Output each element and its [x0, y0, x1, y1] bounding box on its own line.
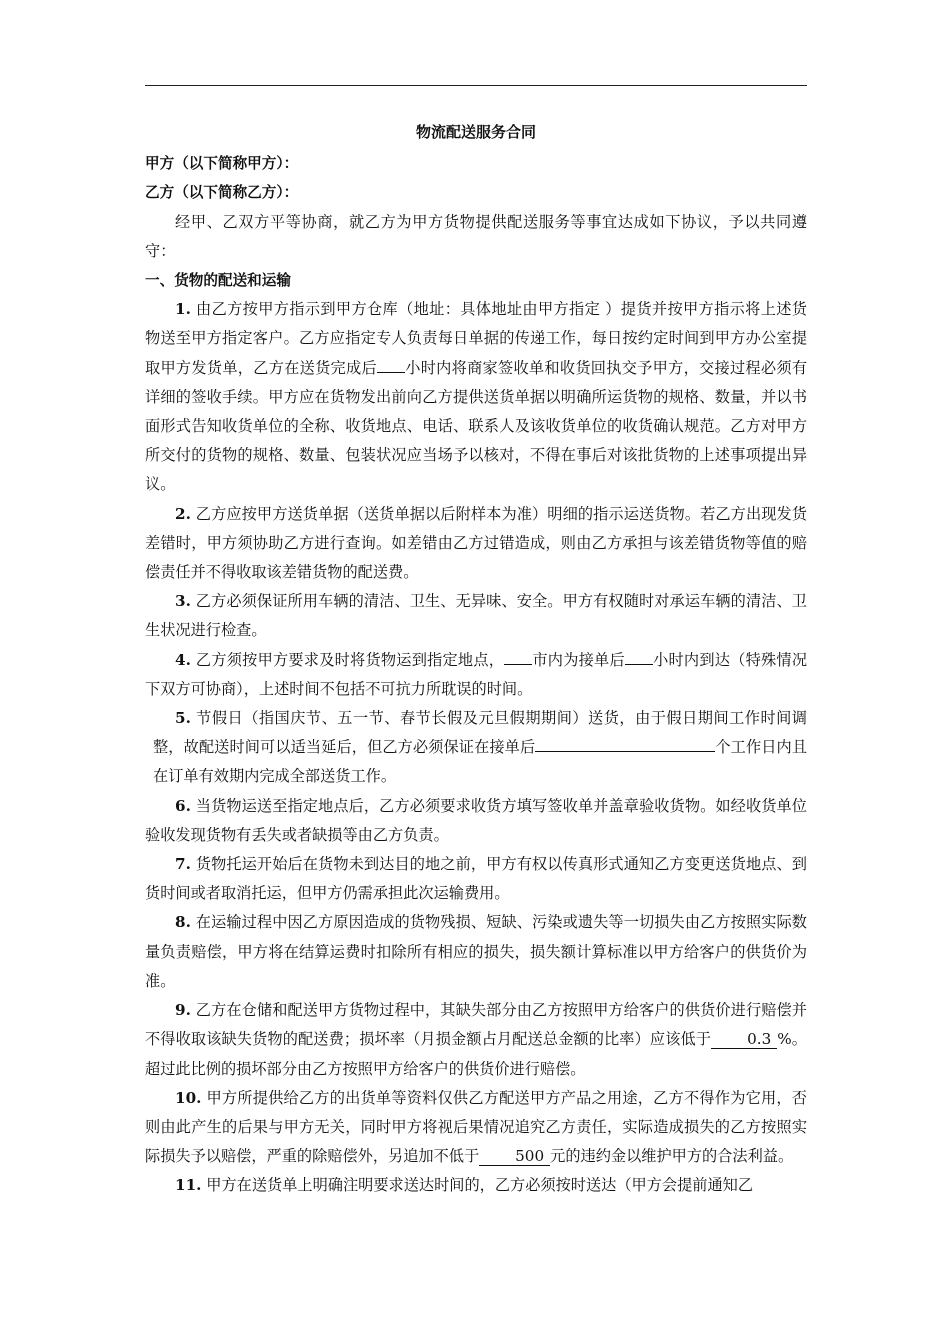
clause-text: 甲方在送货单上明确注明要求送达时间的，乙方必须按时送达（甲方会提前通知乙	[201, 1176, 754, 1195]
clause-8	[145, 908, 807, 996]
clause-number: 8.	[175, 913, 191, 932]
party-b-line: 乙方（以下简称乙方）：	[145, 184, 299, 202]
clause-text: 当货物运送至指定地点后，乙方必须要求收货方填写签收单并盖章验收货物。如经收货单位验收发现货物有丢失或者缺损等由乙方负责。	[145, 796, 807, 844]
clause-text: 甲方所提供给乙方的出货单等资料仅供乙方配送甲方产品之用途，乙方不得作为它用，否则由此产生的后果与甲方无关，同时甲方将视后果情况追究乙方责任，实际造成损失的乙方按照实际损失予以赔偿，严重的除赔偿外，另追加不低于	[145, 1088, 807, 1166]
clause-9	[145, 996, 807, 1084]
clause-number: 3.	[175, 592, 191, 611]
clause-number: 2.	[175, 504, 191, 523]
party-a-line: 甲方（以下简称甲方）：	[145, 155, 299, 173]
clause-1	[145, 295, 807, 499]
clause-number: 6.	[175, 796, 191, 815]
clause-number: 10.	[175, 1088, 202, 1107]
blank-field	[625, 647, 653, 665]
clause-text: 个工作日内且在订单有效期内完成全部送货工作。	[153, 738, 808, 786]
clause-5	[145, 704, 807, 792]
document-title: 物流配送服务合同	[415, 123, 536, 141]
filled-value: 500	[479, 1148, 550, 1166]
clause-text: 在运输过程中因乙方原因造成的货物残损、短缺、污染或遗失等一切损失由乙方按照实际数量负责赔偿，甲方将在结算运费时扣除所有相应的损失，损失额计算标准以甲方给客户的供货价为准。	[145, 913, 807, 990]
clause-number: 4.	[175, 650, 191, 669]
clause-10	[145, 1084, 807, 1172]
clause-text: 小时内到达（特殊情况下双方可协商），上述时间不包括不可抗力所耽误的时间。	[145, 650, 808, 698]
document-body	[145, 118, 807, 1201]
clause-number: 11.	[175, 1176, 202, 1195]
clause-number: 7.	[175, 855, 191, 874]
clause-2	[145, 500, 807, 588]
clause-text: 乙方须按甲方要求及时将货物运到指定地点，	[190, 650, 505, 669]
clause-text: 货物托运开始后在货物未到达目的地之前，甲方有权以传真形式通知乙方变更送货地点、到货时间或者取消托运，但甲方仍需承担此次运输费用。	[145, 855, 807, 903]
blank-field	[377, 355, 405, 373]
clause-11	[145, 1171, 807, 1200]
clause-number: 1.	[175, 300, 191, 319]
clause-text: 市内为接单后	[532, 650, 625, 669]
preamble-paragraph: 经甲、乙双方平等协商，就乙方为甲方货物提供配送服务等事宜达成如下协议，予以共同遵守：	[145, 212, 807, 260]
clause-7	[145, 850, 807, 908]
clause-number: 9.	[175, 1001, 191, 1020]
clause-text: 节假日（指国庆节、五一节、春节长假及元旦假期期间）送货，由于假日期间工作时间调整，故配送时间可以适当延后，但乙方必须保证在接单后	[153, 709, 807, 757]
clause-text: 小时内将商家签收单和收货回执交予甲方，交接过程必须有详细的签收手续。甲方应在货物发出前向乙方提供送货单据以明确所运货物的规格、数量，并以书面形式告知收货单位的全称、收货地点、电话、联系人及该收货单位的收货确认规范。乙方对甲方所交付的货物的规格、数量、包装状况应当场予以核对，不得在事后对该批货物的上述事项提出异议。	[145, 358, 808, 494]
header-rule	[145, 85, 807, 86]
clause-3	[145, 587, 807, 645]
clause-text: 元的违约金以维护甲方的合法利益。	[550, 1147, 794, 1166]
clause-text: 乙方应按甲方送货单据（送货单据以后附样本为准）明细的指示运送货物。若乙方出现发货差错时，甲方须协助乙方进行查询。如差错由乙方过错造成，则由乙方承担与该差错货物等值的赔偿责任并不得收取该差错货物的配送费。	[145, 504, 807, 582]
filled-value: 0.3	[711, 1031, 777, 1049]
clause-number: 5.	[175, 709, 191, 728]
clause-4	[145, 646, 807, 704]
blank-field	[535, 734, 715, 752]
clause-text: %。超过此比例的损坏部分由乙方按照甲方给客户的供货价进行赔偿。	[145, 1030, 807, 1078]
clause-text: 由乙方按甲方指示到甲方仓库（地址：具体地址由甲方指定 ）提货并按甲方指示将上述货物送至甲方指定客户。乙方应指定专人负责每日单据的传递工作，每日按约定时间到甲方办公室提取甲方发货单，乙方在送货完成后	[145, 300, 807, 377]
clause-text: 乙方在仓储和配送甲方货物过程中，其缺失部分由乙方按照甲方给客户的供货价进行赔偿并不得收取该缺失货物的配送费；损坏率（月损金额占月配送总金额的比率）应该低于	[145, 1001, 807, 1049]
section-heading: 一、货物的配送和运输	[145, 272, 291, 290]
clause-text: 乙方必须保证所用车辆的清洁、卫生、无异味、安全。甲方有权随时对承运车辆的清洁、卫生状况进行检查。	[145, 592, 807, 640]
clause-6	[145, 792, 807, 850]
blank-field	[504, 647, 532, 665]
